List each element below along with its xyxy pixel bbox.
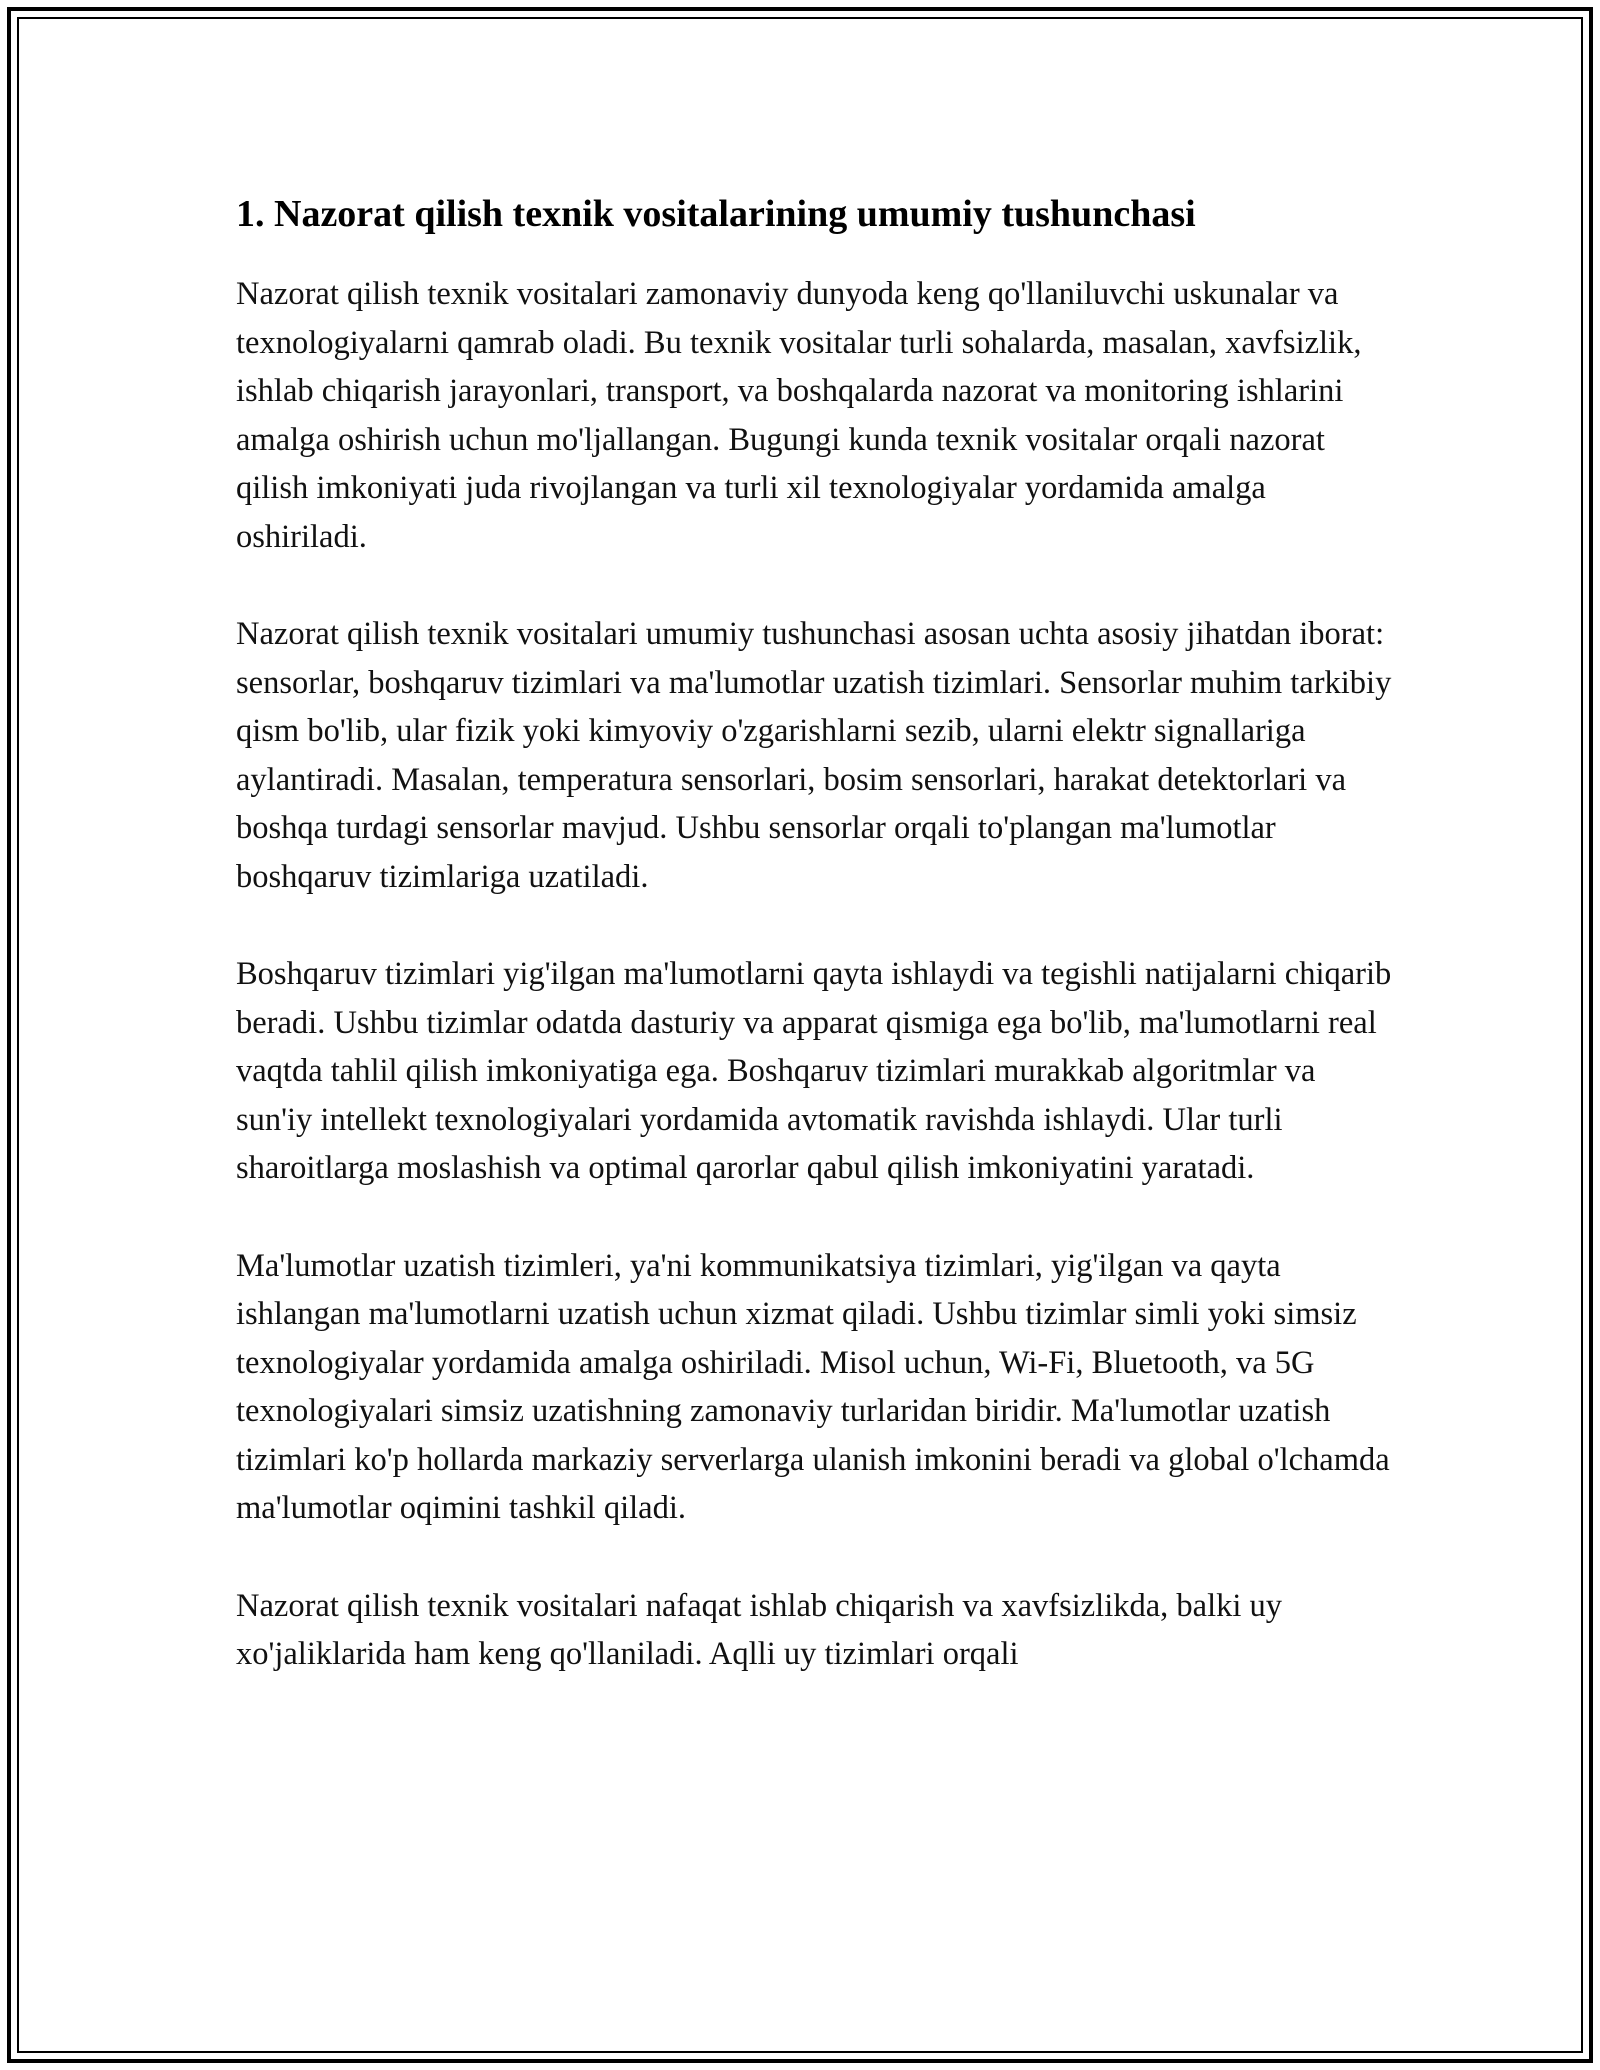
section-heading: 1. Nazorat qilish texnik vositalarining umumiy tushunchasi [236, 193, 1196, 235]
paragraph-control-systems: Boshqaruv tizimlari yig'ilgan ma'lumotlarni qayta ishlaydi va tegishli natijalarni chiqarib beradi. Ushbu tizimlar odatda dasturiy va apparat qismiga ega bo'lib, ma'lumotlarni real vaqtda tahlil qilish imkoniyatiga ega. Boshqaruv tizimlari murakkab algoritmlar va sun'iy intellekt texnologiyalari yordamida avtomatik ravishda ishlaydi. Ular turli sharoitlarga moslashish va optimal qarorlar qabul qilish imkoniyatini yaratadi. [236, 956, 1392, 1186]
paragraph-data-transmission: Ma'lumotlar uzatish tizimleri, ya'ni kommunikatsiya tizimlari, yig'ilgan va qayta ishlangan ma'lumotlarni uzatish uchun xizmat qiladi. Ushbu tizimlar simli yoki simsiz texnologiyalar yordamida amalga oshiriladi. Misol uchun, Wi-Fi, Bluetooth, va 5G texnologiyalari simsiz uzatishning zamonaviy turlaridan biridir. Ma'lumotlar uzatish tizimlari ko'p hollarda markaziy serverlarga ulanish imkonini beradi va global o'lchamda ma'lumotlar oqimini tashkil qiladi. [236, 1247, 1390, 1526]
document-body [236, 186, 1396, 1728]
paragraph-intro: Nazorat qilish texnik vositalari zamonaviy dunyoda keng qo'llaniluvchi uskunalar va texnologiyalarni qamrab oladi. Bu texnik vositalar turli sohalarda, masalan, xavfsizlik, ishlab chiqarish jarayonlari, transport, va boshqalarda nazorat va monitoring ishlarini amalga oshirish uchun mo'ljallangan. Bugungi kunda texnik vositalar orqali nazorat qilish imkoniyati juda rivojlangan va turli xil texnologiyalar yordamida amalga oshiriladi. [236, 276, 1362, 555]
paragraph-components: Nazorat qilish texnik vositalari umumiy tushunchasi asosan uchta asosiy jihatdan iborat: sensorlar, boshqaruv tizimlari va ma'lumotlar uzatish tizimlari. Sensorlar muhim tarkibiy qism bo'lib, ular fizik yoki kimyoviy o'zgarishlarni sezib, ularni elektr signallariga aylantiradi. Masalan, temperatura sensorlari, bosim sensorlari, harakat detektorlari va boshqa turdagi sensorlar mavjud. Ushbu sensorlar orqali to'plangan ma'lumotlar boshqaruv tizimlariga uzatiladi. [236, 616, 1392, 895]
paragraph-household-use: Nazorat qilish texnik vositalari nafaqat ishlab chiqarish va xavfsizlikda, balki uy xo'jaliklarida ham keng qo'llaniladi. Aqlli uy tizimlari orqali [236, 1587, 1283, 1672]
